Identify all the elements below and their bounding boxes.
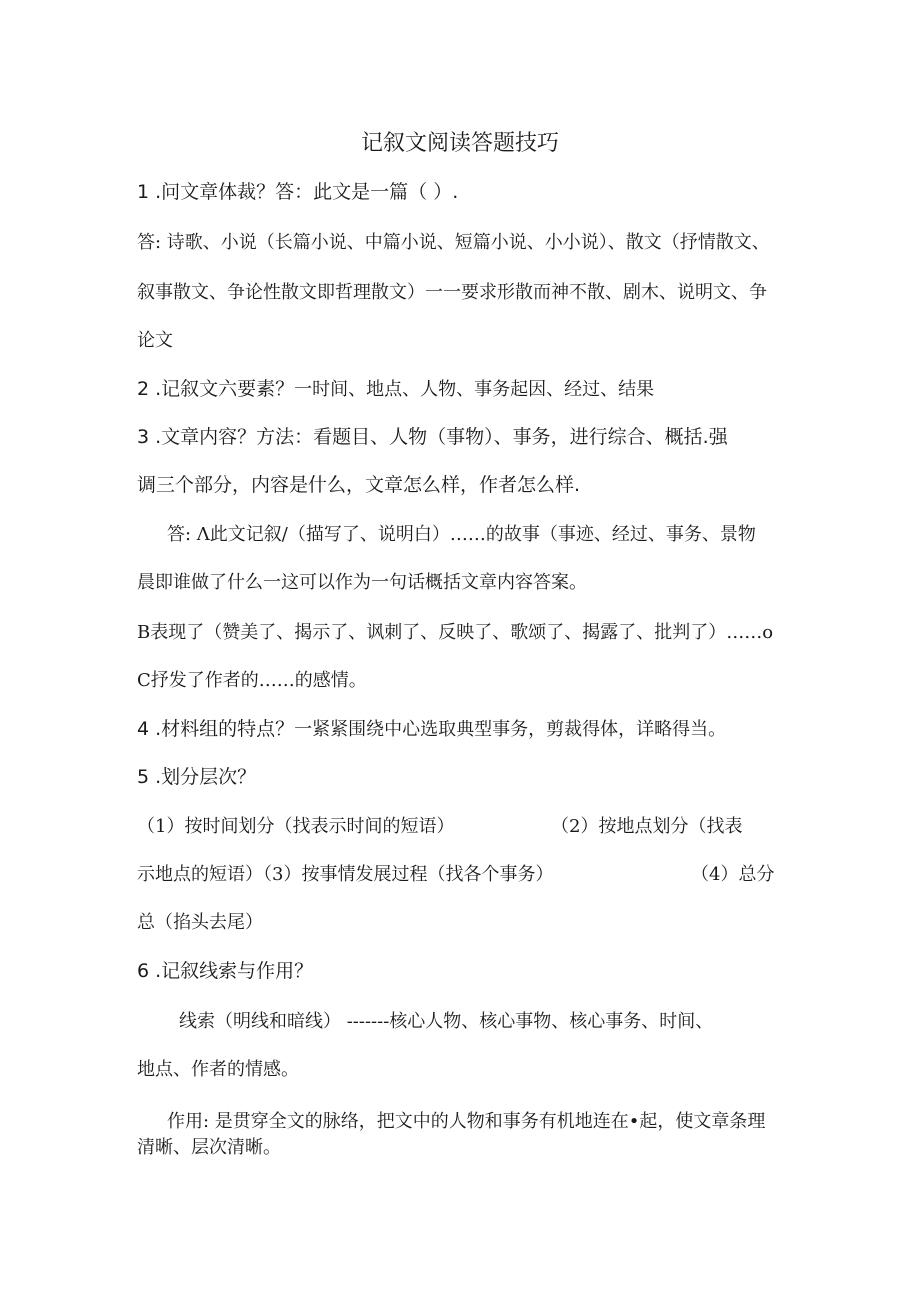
question-5-line: （1）按时间划分（找表示时间的短语）: [137, 816, 455, 837]
question-3-answer-c: C抒发了作者的……的感情。: [137, 670, 367, 691]
question-5-line: （2）按地点划分（找表: [551, 816, 743, 837]
question-6-clue-line: 地点、作者的情感。: [137, 1059, 299, 1080]
question-5-heading: 5 .划分层次？: [137, 766, 257, 788]
question-3-answer-b: B表现了（赞美了、揭示了、讽刺了、反映了、歌颂了、揭露了、批判了）……o: [137, 622, 774, 643]
question-3-answer-a: 答: Λ此文记叙/（描写了、说明白）……的故事（事迹、经过、事务、景物: [167, 524, 756, 545]
question-4-heading: 4 .材料组的特点？: [137, 718, 295, 740]
question-3-answer-a: 晨即谁做了什么一这可以作为一句话概括文章内容答案。: [137, 572, 587, 593]
question-1-answer-line: 叙事散文、争论性散文即哲理散文）一一要求形散而神不散、剧木、说明文、争: [137, 282, 767, 303]
question-2-heading: 2 .记叙文六要素？: [137, 378, 295, 400]
question-4: [137, 717, 726, 742]
question-6-role-line: 清晰、层次清晰。: [137, 1137, 281, 1158]
question-5-line: 总（掐头去尾）: [137, 912, 263, 933]
question-2-text: 一时间、地点、人物、事务起因、经过、结果: [294, 379, 655, 400]
question-3-heading: 3 .文章内容？方法：看题目、人物（事物）、事务，进行综合、概括.强: [137, 426, 728, 448]
question-6-clue-line: 线索（明线和暗线） -------核心人物、核心事物、核心事务、时间、: [179, 1011, 714, 1032]
question-2: [137, 377, 654, 402]
question-6-heading: 6 .记叙线索与作用？: [137, 960, 314, 982]
question-5-line: 示地点的短语）（3）按事情发展过程（找各个事务）: [137, 864, 554, 885]
question-1-heading: 1 .问文章体裁？答：此文是一篇（ ）.: [137, 181, 459, 203]
question-5-line: （4）总分: [691, 864, 775, 885]
question-1-answer-line: 论文: [137, 330, 173, 351]
question-1-answer-line: 答: 诗歌、小说（长篇小说、中篇小说、短篇小说、小小说）、散文（抒情散文、: [137, 232, 770, 253]
question-6-role-line: 作用: 是贯穿全文的脉络，把文中的人物和事务有机地连在•起，使文章条理: [167, 1111, 766, 1132]
page-title: 记叙文阅读答题技巧: [360, 131, 559, 156]
question-4-text: 一紧紧围绕中心选取典型事务，剪裁得体，详略得当。: [294, 719, 727, 740]
question-3-heading: 调三个部分，内容是什么，文章怎么样，作者怎么样.: [137, 474, 581, 496]
